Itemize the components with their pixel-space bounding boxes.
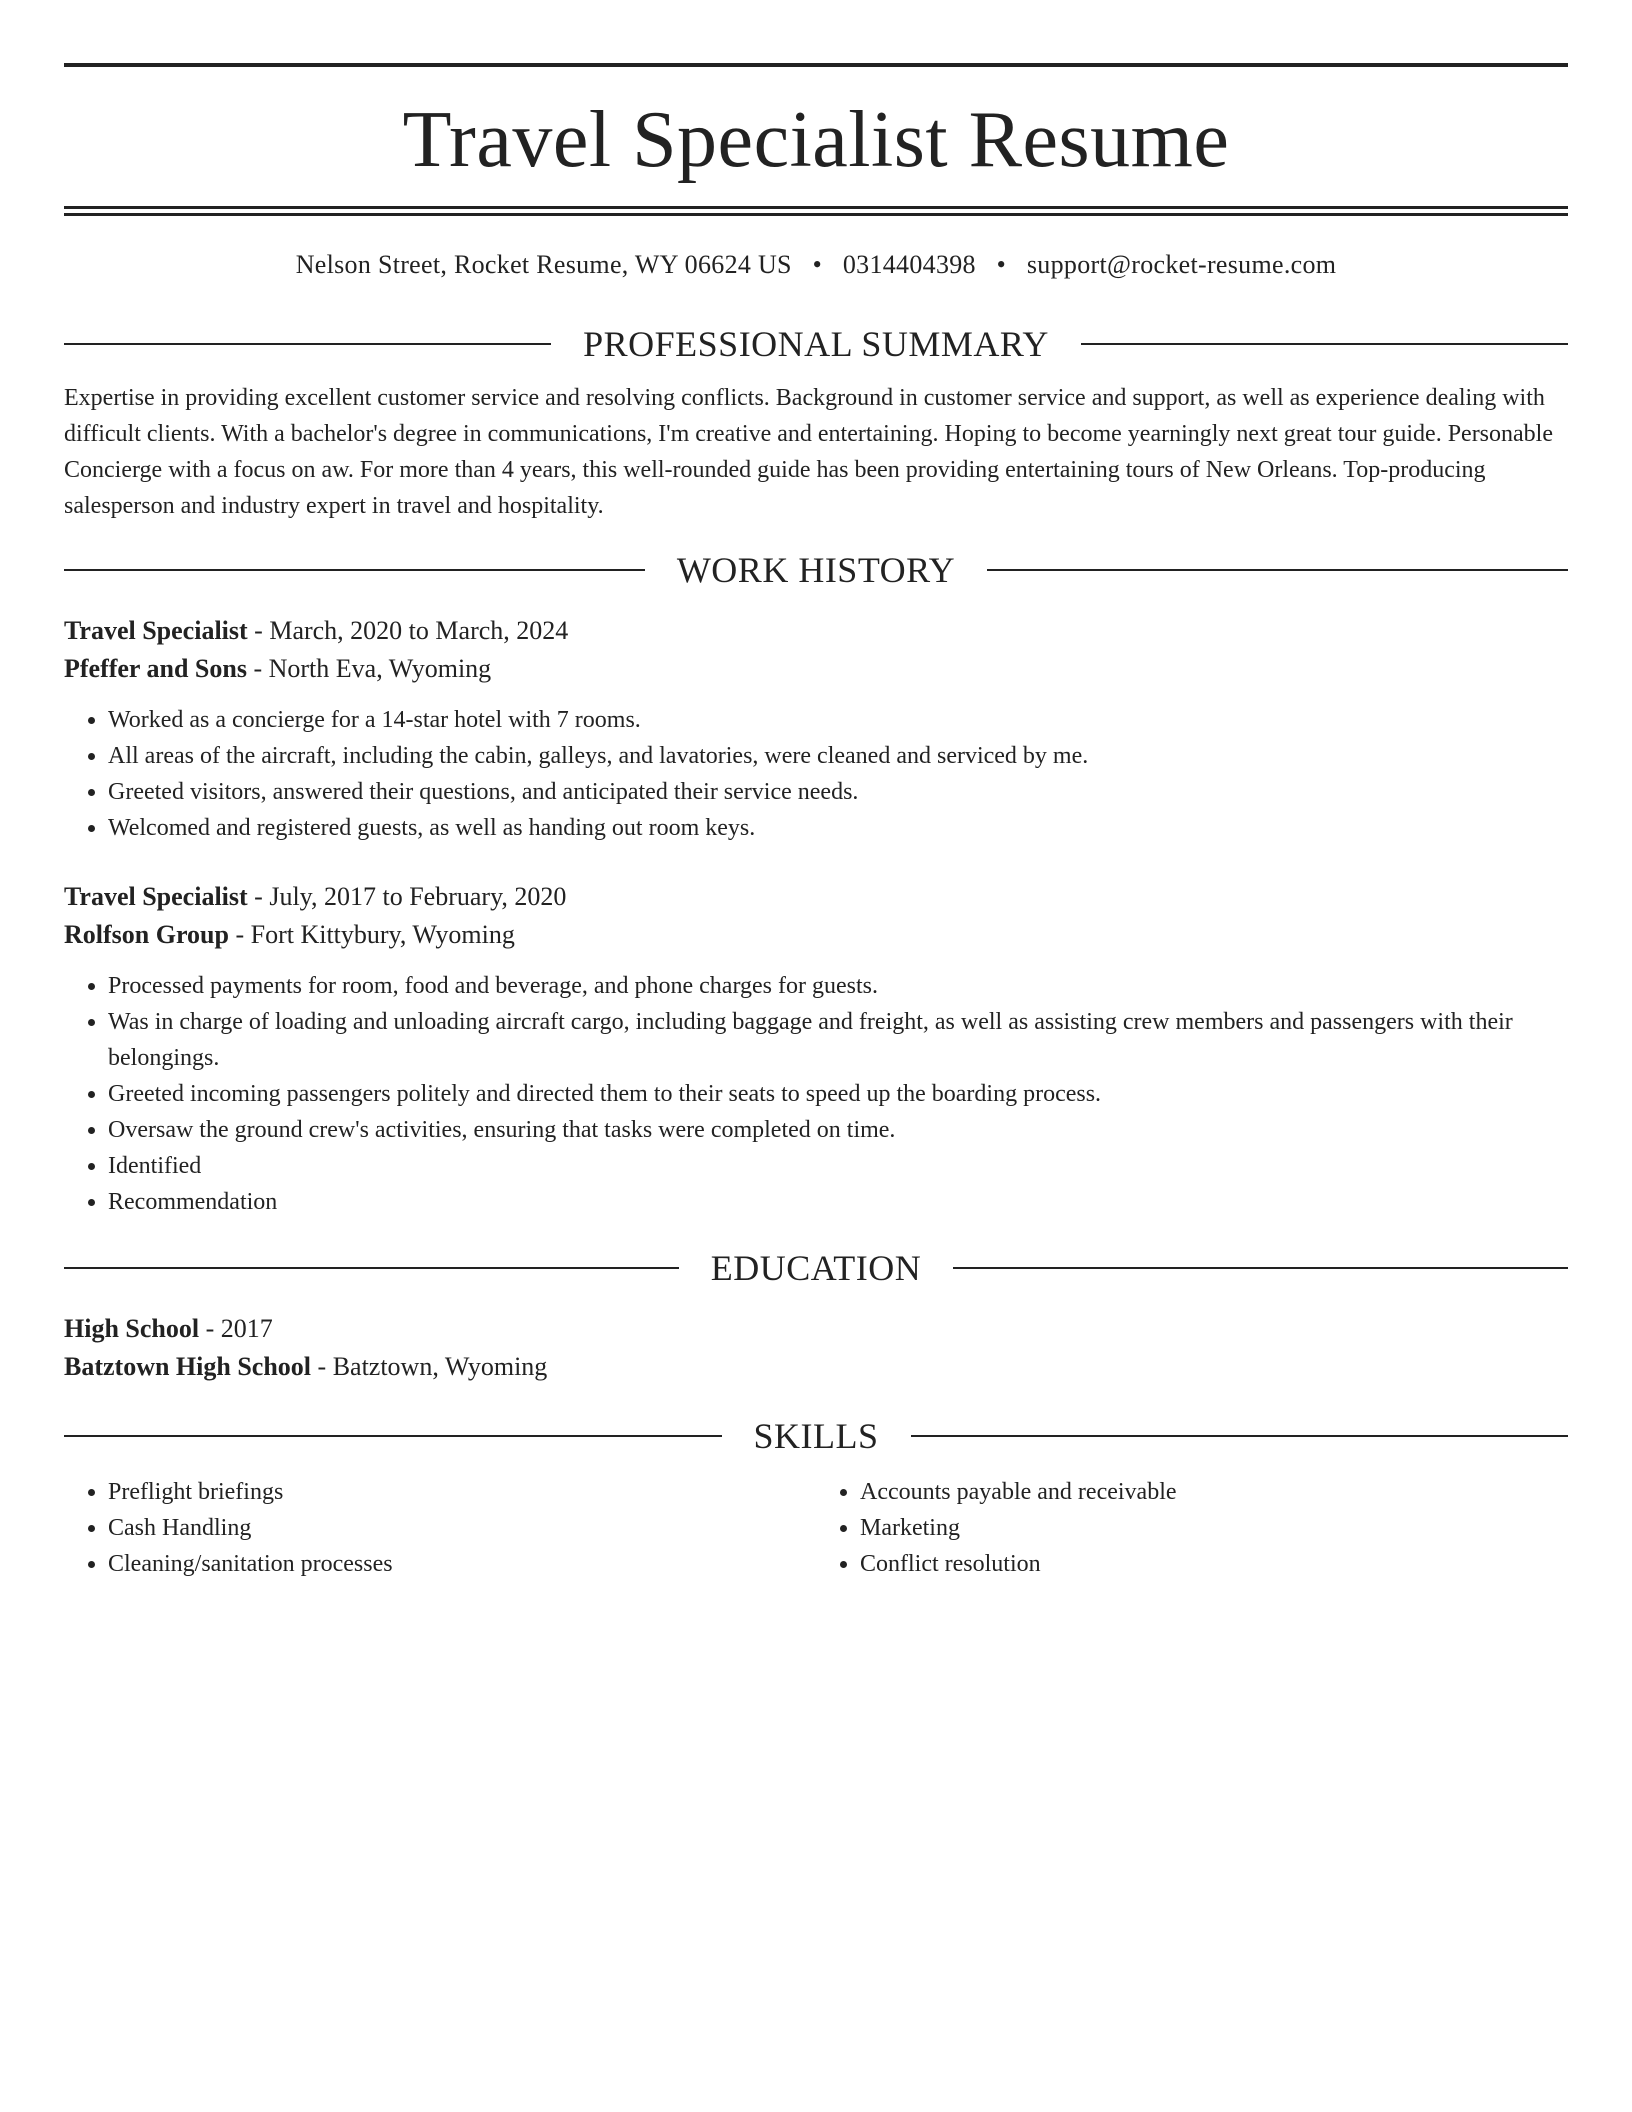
skill-item: • Accounts payable and receivable xyxy=(860,1474,1568,1510)
job-title: Travel Specialist xyxy=(64,616,248,645)
work-section-heading xyxy=(64,548,1568,592)
section-title: SKILLS xyxy=(753,1416,879,1456)
list-item: • Identified xyxy=(108,1148,1568,1184)
resume-page xyxy=(64,0,1568,1582)
page-title: Travel Specialist Resume xyxy=(402,96,1230,184)
contact-separator: • xyxy=(812,250,823,279)
education-degree: High School xyxy=(64,1314,200,1343)
summary-text: Expertise in providing excellent customer service and resolving conflicts. Background in customer service and support, as well as experience dealing with difficult clients. With a bachelor's degree in communications, I'm creative and entertaining. Hoping to become yearningly next great tour guide. Personable Concierge with a focus on aw. For more than 4 years, this well-rounded guide has been providing entertaining tours of New Orleans. Top-producing salesperson and industry expert in travel and hospitality. xyxy=(64,385,1553,519)
job-location: - North Eva, Wyoming xyxy=(246,654,492,683)
section-title: PROFESSIONAL SUMMARY xyxy=(583,324,1049,364)
skill-item: • Marketing xyxy=(860,1510,1568,1546)
job-company-line xyxy=(64,650,1568,688)
section-rule-left xyxy=(64,1435,722,1437)
list-item: • All areas of the aircraft, including the cabin, galleys, and lavatories, were cleaned and serviced by me. xyxy=(108,738,1568,774)
contact-address: Nelson Street, Rocket Resume, WY 06624 US xyxy=(295,250,792,279)
contact-phone: 0314404398 xyxy=(842,250,976,279)
job-entry xyxy=(64,878,1568,1220)
job-company: Pfeffer and Sons xyxy=(64,654,247,683)
job-dates: - March, 2020 to March, 2024 xyxy=(247,616,569,645)
education-entry xyxy=(64,1310,1568,1386)
skills-section-heading xyxy=(64,1414,1568,1458)
education-school-line xyxy=(64,1348,1568,1386)
skills-column-right xyxy=(816,1474,1568,1582)
list-item: • Greeted visitors, answered their questions, and anticipated their service needs. xyxy=(108,774,1568,810)
job-title-line xyxy=(64,612,1568,650)
contact-line xyxy=(64,248,1568,282)
header-double-rule xyxy=(64,206,1568,216)
job-company: Rolfson Group xyxy=(64,920,229,949)
list-item: • Oversaw the ground crew's activities, ensuring that tasks were completed on time. xyxy=(108,1112,1568,1148)
skill-item: • Preflight briefings xyxy=(108,1474,816,1510)
job-entry xyxy=(64,612,1568,846)
education-section-heading xyxy=(64,1246,1568,1290)
education-degree-line xyxy=(64,1310,1568,1348)
education-school: Batztown High School xyxy=(64,1352,312,1381)
job-title-line xyxy=(64,878,1568,916)
contact-email: support@rocket-resume.com xyxy=(1026,250,1337,279)
list-item: • Worked as a concierge for a 14-star hotel with 7 rooms. xyxy=(108,702,1568,738)
job-company-line xyxy=(64,916,1568,954)
education-year: - 2017 xyxy=(199,1314,273,1343)
section-rule-left xyxy=(64,343,551,345)
skill-item: • Conflict resolution xyxy=(860,1546,1568,1582)
list-item: • Was in charge of loading and unloading aircraft cargo, including baggage and freight, as well as assisting crew members and passengers with their belongings. xyxy=(108,1004,1568,1076)
section-rule-left xyxy=(64,569,645,571)
job-bullets xyxy=(64,968,1568,1220)
skill-item: • Cash Handling xyxy=(108,1510,816,1546)
list-item: • Processed payments for room, food and beverage, and phone charges for guests. xyxy=(108,968,1568,1004)
job-bullets xyxy=(64,702,1568,846)
summary-section-heading xyxy=(64,322,1568,366)
education-location: - Batztown, Wyoming xyxy=(311,1352,548,1381)
list-item: • Recommendation xyxy=(108,1184,1568,1220)
section-rule-right xyxy=(1081,343,1568,345)
section-rule-right xyxy=(987,569,1568,571)
job-dates: - July, 2017 to February, 2020 xyxy=(247,882,567,911)
skill-item: • Cleaning/sanitation processes xyxy=(108,1546,816,1582)
job-location: - Fort Kittybury, Wyoming xyxy=(228,920,515,949)
section-rule-right xyxy=(953,1267,1568,1269)
contact-separator: • xyxy=(996,250,1007,279)
section-title: EDUCATION xyxy=(710,1248,922,1288)
section-title: WORK HISTORY xyxy=(676,550,956,590)
section-rule-right xyxy=(911,1435,1569,1437)
skills-list xyxy=(64,1474,1568,1582)
list-item: • Greeted incoming passengers politely and directed them to their seats to speed up the boarding process. xyxy=(108,1076,1568,1112)
list-item: • Welcomed and registered guests, as well as handing out room keys. xyxy=(108,810,1568,846)
section-rule-left xyxy=(64,1267,679,1269)
job-title: Travel Specialist xyxy=(64,882,248,911)
skills-column-left xyxy=(64,1474,816,1582)
header-top-rule xyxy=(64,63,1568,67)
